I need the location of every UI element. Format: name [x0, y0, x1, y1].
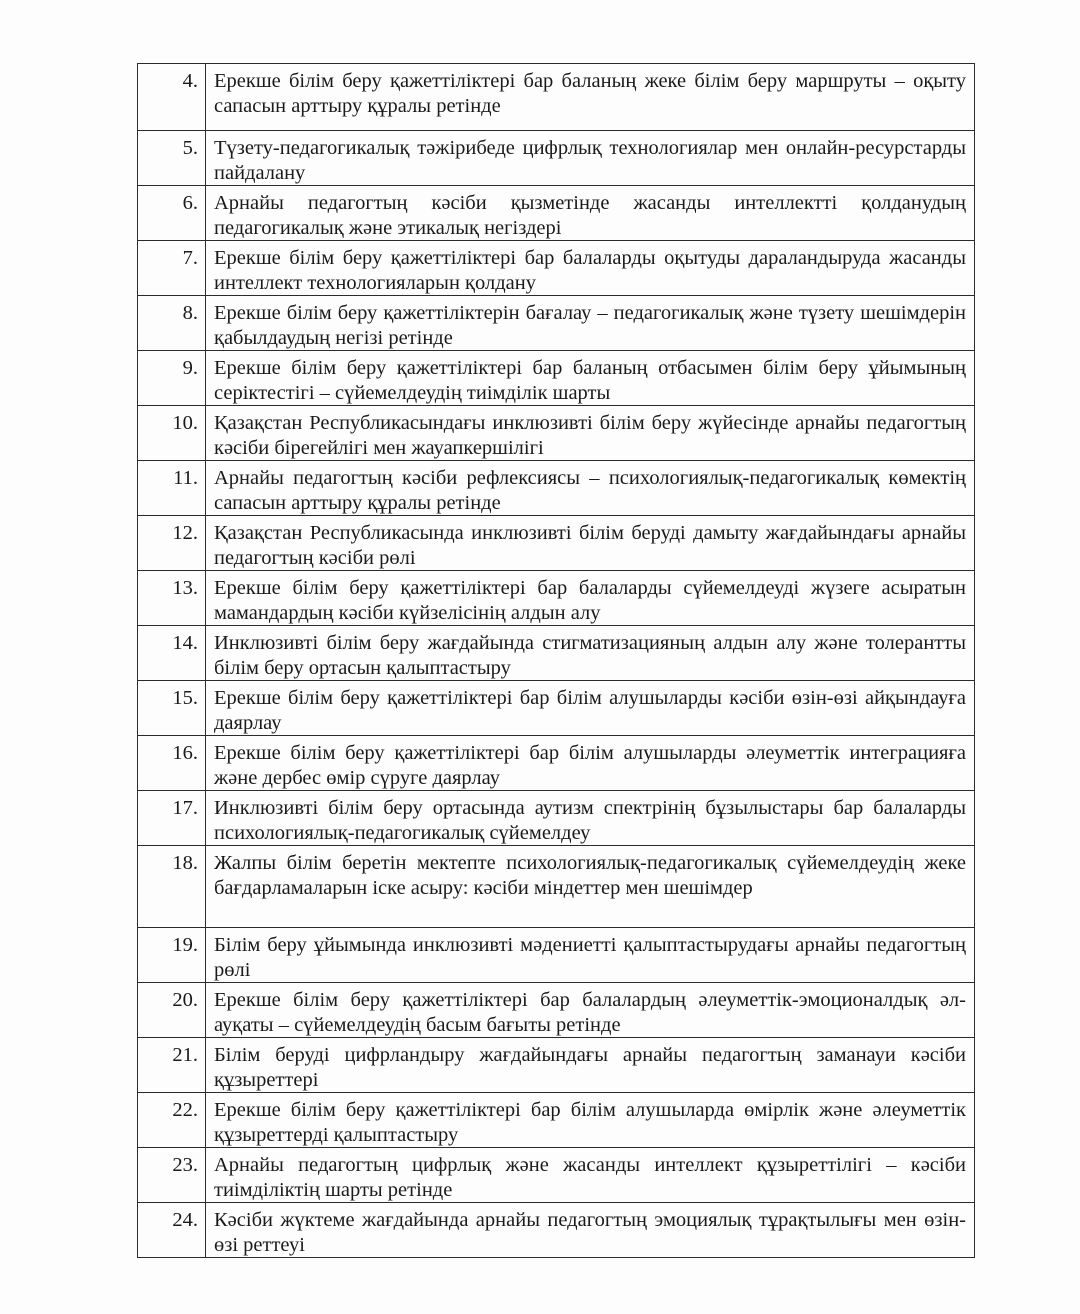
row-number: 21.	[138, 1038, 206, 1093]
row-number: 23.	[138, 1148, 206, 1203]
topic-text: Ерекше білім беру қажеттіліктері бар балалардың әлеуметтік-эмоционалдық әл-ауқаты – сүйемелдеудің басым бағыты ретінде	[206, 983, 975, 1038]
row-number: 7.	[138, 241, 206, 296]
table-row	[138, 681, 975, 736]
topic-text: Инклюзивті білім беру ортасында аутизм спектрінің бұзылыстары бар балаларды психологиялық-педагогикалық сүйемелдеу	[206, 791, 975, 846]
row-number: 17.	[138, 791, 206, 846]
row-number: 6.	[138, 186, 206, 241]
row-number: 13.	[138, 571, 206, 626]
row-number: 19.	[138, 928, 206, 983]
row-number: 16.	[138, 736, 206, 791]
row-number: 11.	[138, 461, 206, 516]
table-row	[138, 461, 975, 516]
topic-text: Қазақстан Республикасындағы инклюзивті білім беру жүйесінде арнайы педагогтың кәсіби бірегейлігі мен жауапкершілігі	[206, 406, 975, 461]
table-row	[138, 983, 975, 1038]
row-number: 4.	[138, 64, 206, 131]
table-row	[138, 1038, 975, 1093]
topics-table	[137, 63, 975, 1258]
row-number: 14.	[138, 626, 206, 681]
row-number: 5.	[138, 131, 206, 186]
topic-text: Білім беруді цифрландыру жағдайындағы арнайы педагогтың заманауи кәсіби құзыреттері	[206, 1038, 975, 1093]
table-row	[138, 241, 975, 296]
topic-text: Арнайы педагогтың кәсіби қызметінде жасанды интеллектті қолданудың педагогикалық және этикалық негіздері	[206, 186, 975, 241]
topic-text: Ерекше білім беру қажеттіліктері бар балаларды оқытуды дараландыруда жасанды интеллект технологияларын қолдану	[206, 241, 975, 296]
topic-text: Ерекше білім беру қажеттіліктері бар білім алушыларда өмірлік және әлеуметтік құзыреттерді қалыптастыру	[206, 1093, 975, 1148]
row-number: 18.	[138, 846, 206, 928]
topic-text: Ерекше білім беру қажеттіліктері бар баланың жеке білім беру маршруты – оқыту сапасын арттыру құралы ретінде	[206, 64, 975, 131]
table-row	[138, 351, 975, 406]
table-row	[138, 736, 975, 791]
table-row	[138, 1093, 975, 1148]
table-row	[138, 64, 975, 131]
table-row	[138, 1148, 975, 1203]
table-row	[138, 296, 975, 351]
topic-text: Ерекше білім беру қажеттіліктері бар балаларды сүйемелдеуді жүзеге асыратын мамандардың кәсіби күйзелісінің алдын алу	[206, 571, 975, 626]
row-number: 8.	[138, 296, 206, 351]
row-number: 15.	[138, 681, 206, 736]
table-row	[138, 406, 975, 461]
row-number: 12.	[138, 516, 206, 571]
table-row	[138, 131, 975, 186]
topic-text: Түзету-педагогикалық тәжірибеде цифрлық технологиялар мен онлайн-ресурстарды пайдалану	[206, 131, 975, 186]
table-row	[138, 516, 975, 571]
topic-text: Арнайы педагогтың кәсіби рефлексиясы – психологиялық-педагогикалық көмектің сапасын арттыру құралы ретінде	[206, 461, 975, 516]
row-number: 24.	[138, 1203, 206, 1258]
row-number: 10.	[138, 406, 206, 461]
table-row	[138, 928, 975, 983]
table-row	[138, 791, 975, 846]
table-row	[138, 846, 975, 928]
topic-text: Арнайы педагогтың цифрлық және жасанды интеллект құзыреттілігі – кәсіби тиімділіктің шарты ретінде	[206, 1148, 975, 1203]
topic-text: Жалпы білім беретін мектепте психологиялық-педагогикалық сүйемелдеудің жеке бағдарламаларын іске асыру: кәсіби міндеттер мен шешімдер	[206, 846, 975, 928]
topic-text: Кәсіби жүктеме жағдайында арнайы педагогтың эмоциялық тұрақтылығы мен өзін-өзі реттеуі	[206, 1203, 975, 1258]
topic-text: Білім беру ұйымында инклюзивті мәдениетті қалыптастырудағы арнайы педагогтың рөлі	[206, 928, 975, 983]
topic-text: Ерекше білім беру қажеттіліктері бар білім алушыларды кәсіби өзін-өзі айқындауға даярлау	[206, 681, 975, 736]
table-row	[138, 1203, 975, 1258]
topic-text: Ерекше білім беру қажеттіліктері бар баланың отбасымен білім беру ұйымының серіктестігі – сүйемелдеудің тиімділік шарты	[206, 351, 975, 406]
row-number: 20.	[138, 983, 206, 1038]
row-number: 22.	[138, 1093, 206, 1148]
topic-text: Ерекше білім беру қажеттіліктері бар білім алушыларды әлеуметтік интеграцияға және дербес өмір сүруге даярлау	[206, 736, 975, 791]
topic-text: Қазақстан Республикасында инклюзивті білім беруді дамыту жағдайындағы арнайы педагогтың кәсіби рөлі	[206, 516, 975, 571]
topics-table-body	[138, 64, 975, 1258]
topic-text: Ерекше білім беру қажеттіліктерін бағалау – педагогикалық және түзету шешімдерін қабылдаудың негізі ретінде	[206, 296, 975, 351]
row-number: 9.	[138, 351, 206, 406]
table-row	[138, 571, 975, 626]
table-row	[138, 626, 975, 681]
table-row	[138, 186, 975, 241]
topic-text: Инклюзивті білім беру жағдайында стигматизацияның алдын алу және толерантты білім беру ортасын қалыптастыру	[206, 626, 975, 681]
